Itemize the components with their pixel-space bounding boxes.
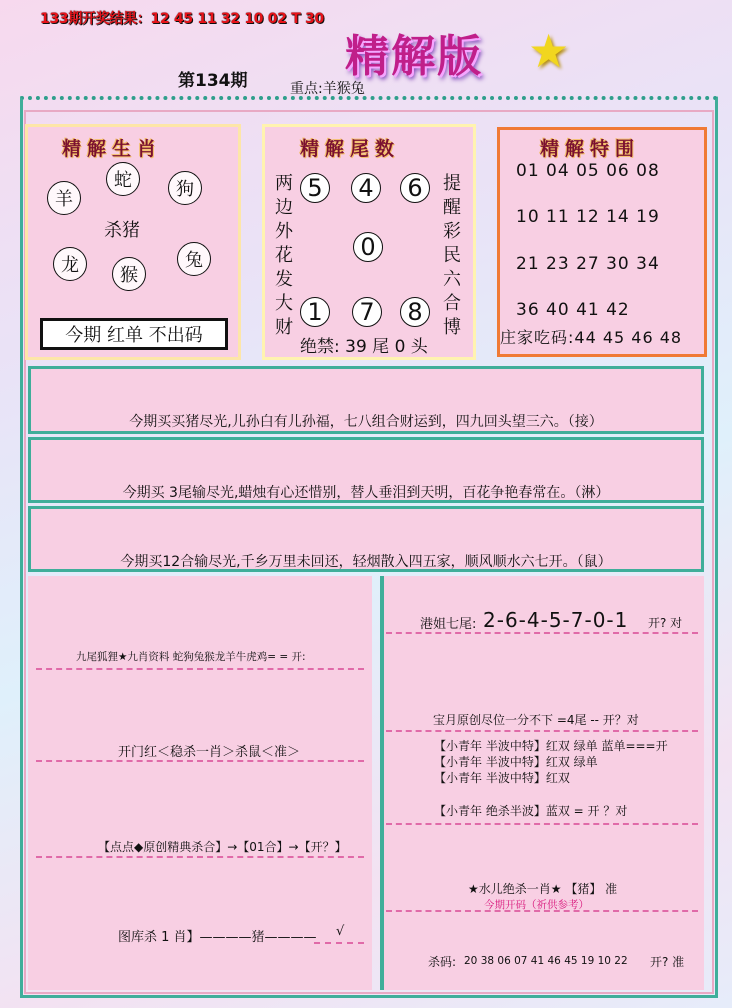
divider <box>386 632 698 634</box>
divider <box>314 942 364 944</box>
check-mark: √ <box>336 924 345 939</box>
zodiac-circle: 猴 <box>112 257 146 291</box>
zodiac-circle: 羊 <box>47 181 81 215</box>
poem-text: 今期买买猪尽光,儿孙白有儿孙福，七八组合财运到，四九回头望三六。（接） <box>129 414 603 430</box>
zodiac-circle: 兔 <box>177 242 211 276</box>
fox-line: 九尾狐狸★九肖资料 蛇狗兔猴龙羊牛虎鸡= = 开: <box>76 651 306 663</box>
divider <box>36 856 364 858</box>
divider <box>36 668 364 670</box>
poem-band <box>28 366 704 434</box>
tail-number: 6 <box>400 173 430 203</box>
divider <box>386 910 698 912</box>
sister-label: 港姐七尾: <box>420 617 477 632</box>
poem-band <box>28 437 704 503</box>
special-row: 01 04 05 06 08 <box>516 161 660 181</box>
door-line: 开门红＜稳杀一肖＞杀鼠＜准＞ <box>118 745 301 760</box>
banker-codes: 庄家吃码:44 45 46 48 <box>500 328 683 347</box>
special-row: 36 40 41 42 <box>516 300 630 320</box>
issue-number: 第134期 <box>178 71 248 91</box>
divider <box>36 760 364 762</box>
special-row: 10 11 12 14 19 <box>516 207 660 227</box>
treasure-line: 宝月原创尽位一分不下 =4尾 -- 开？对 <box>433 713 639 727</box>
ref-line: 今期开码（祈供参考） <box>484 899 589 911</box>
zodiac-kill: 杀猪 <box>104 220 140 241</box>
notice-box: 今期 红单 不出码 <box>40 318 228 350</box>
sister-seq: 2-6-4-5-7-0-1 <box>483 608 629 632</box>
tail-number: 1 <box>300 297 330 327</box>
brand-title: 精解版 <box>345 31 483 82</box>
kill-open: 开? 准 <box>650 955 685 969</box>
star-icon: ★ <box>528 24 570 78</box>
tail-title: 精解尾数 <box>300 138 401 160</box>
result-line: 133期开奖结果：12 45 11 32 10 02 T 30 <box>40 11 324 27</box>
focus-zodiac: 重点:羊猴兔 <box>290 81 365 97</box>
tail-left-vertical: 两 边 外 花 发 大 财 <box>275 173 293 338</box>
zodiac-circle: 蛇 <box>106 162 140 196</box>
zodiac-title: 精解生肖 <box>62 138 163 160</box>
tail-number: 8 <box>400 297 430 327</box>
tail-number: 7 <box>352 297 382 327</box>
divider <box>386 823 698 825</box>
poem-text: 今期买 3尾输尽光,蜡烛有心还惜别，替人垂泪到天明，百花争艳春常在。（淋） <box>122 485 610 501</box>
tail-number: 4 <box>351 173 381 203</box>
sister-open: 开? 对 <box>648 616 683 630</box>
youth-line: 【小青年 半波中特】红双 绿单 蓝单===开 <box>434 739 668 753</box>
tail-number: 5 <box>300 173 330 203</box>
special-row: 21 23 27 30 34 <box>516 254 660 274</box>
youth-line: 【小青年 半波中特】红双 <box>434 771 570 785</box>
tail-right-vertical: 提 醒 彩 民 六 合 博 <box>443 173 461 338</box>
point-line: 【点点◆原创精典杀合】→【01合】→【开？】 <box>98 840 347 854</box>
kill-numbers: 20 38 06 07 41 46 45 19 10 22 <box>464 955 628 967</box>
zodiac-circle: 狗 <box>168 171 202 205</box>
kill-label: 杀码: <box>428 955 457 969</box>
water-line: ★水儿绝杀一肖★ 【猪】 准 <box>468 882 618 896</box>
gallery-line: 图库杀 1 肖】————猪———— <box>118 930 317 945</box>
special-title: 精解特围 <box>540 138 641 160</box>
tail-ban: 绝禁: 39 尾 0 头 <box>300 337 428 357</box>
divider <box>386 730 698 732</box>
youth-line: 【小青年 半波中特】红双 绿单 <box>434 755 598 769</box>
poem-text: 今期买12合输尽光,千乡万里未回还，轻烟散入四五家，顺风顺水六七开。（鼠） <box>120 554 612 570</box>
tail-number: 0 <box>353 232 383 262</box>
zodiac-circle: 龙 <box>53 247 87 281</box>
youth-kill-line: 【小青年 绝杀半波】蓝双 = 开 ？对 <box>434 804 628 818</box>
poem-band <box>28 506 704 572</box>
